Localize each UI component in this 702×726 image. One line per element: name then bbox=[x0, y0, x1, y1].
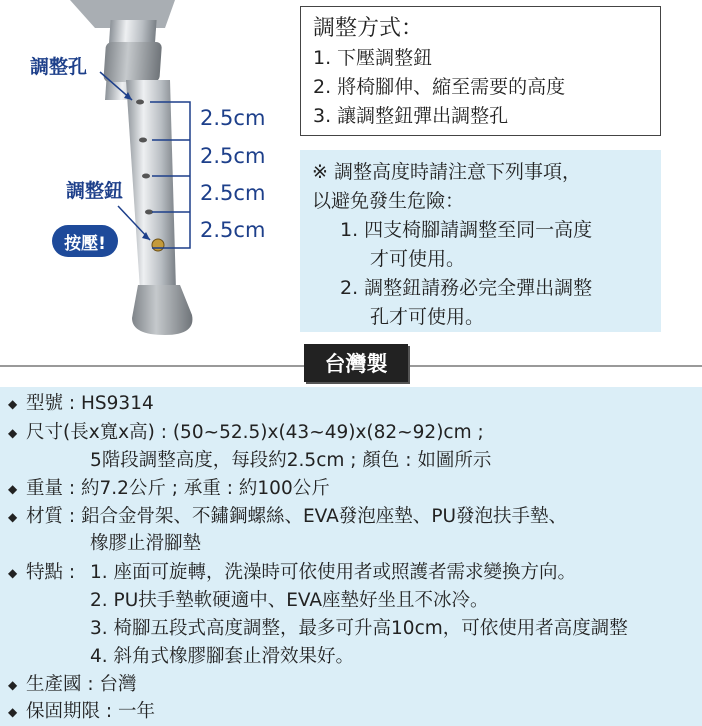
spec-feature: 4. 斜角式橡膠腳套止滑效果好。 bbox=[90, 646, 355, 667]
spec-row bbox=[8, 701, 155, 723]
hole-label: 調整孔 bbox=[30, 56, 88, 78]
adjust-step: 3. 讓調整鈕彈出調整孔 bbox=[313, 105, 509, 127]
collar bbox=[103, 42, 162, 82]
adjust-title: 調整方式： bbox=[313, 16, 424, 41]
specs-panel bbox=[0, 387, 702, 726]
spec-material: 材質 : 鋁合金骨架、不鏽鋼螺絲、EVA發泡座墊、PU發泡扶手墊、 bbox=[26, 506, 568, 527]
notice-item: 1. 四支椅腳請調整至同一高度 bbox=[340, 219, 593, 241]
adjust-step: 1. 下壓調整鈕 bbox=[313, 47, 433, 69]
bullet-icon: ◆ bbox=[8, 426, 18, 440]
bullet-icon: ◆ bbox=[8, 510, 18, 524]
adjust-method-box bbox=[300, 6, 661, 136]
notice-item-cont: 孔才可使用。 bbox=[370, 306, 485, 328]
bullet-icon: ◆ bbox=[8, 705, 18, 719]
spec-row bbox=[8, 562, 75, 584]
spec-row bbox=[8, 674, 137, 696]
spec-material-cont: 橡膠止滑腳墊 bbox=[90, 533, 202, 554]
notice-line: ※ 調整高度時請注意下列事項， bbox=[312, 161, 581, 183]
spec-feature: 1. 座面可旋轉，洗澡時可依使用者或照護者需求變換方向。 bbox=[90, 562, 577, 583]
spacing-label: 2.5cm bbox=[200, 106, 266, 130]
spec-row bbox=[8, 506, 567, 528]
spec-feature: 3. 椅腳五段式高度調整，最多可升高10cm，可依使用者高度調整 bbox=[90, 618, 628, 639]
notice-line: 以避免發生危險： bbox=[312, 190, 465, 212]
rubber-foot bbox=[132, 285, 192, 335]
spec-feature: 2. PU扶手墊軟硬適中、EVA座墊好坐且不冰冷。 bbox=[90, 590, 489, 611]
hole bbox=[136, 100, 144, 105]
hole bbox=[139, 138, 147, 143]
spacing-label: 2.5cm bbox=[200, 144, 266, 168]
spec-row bbox=[8, 478, 330, 500]
bullet-icon: ◆ bbox=[8, 678, 18, 692]
press-badge: 按壓! bbox=[52, 225, 118, 257]
button-label: 調整鈕 bbox=[66, 180, 124, 202]
spec-row bbox=[8, 393, 154, 415]
spacing-label: 2.5cm bbox=[200, 218, 266, 242]
spec-size: 尺寸(長x寬x高) : (50~52.5)x(43~49)x(82~92)cm ; bbox=[26, 422, 484, 443]
spec-warranty: 保固期限 : 一年 bbox=[26, 701, 155, 722]
spec-origin: 生產國 : 台灣 bbox=[26, 674, 137, 695]
notice-box bbox=[300, 150, 661, 332]
made-in-badge: 台灣製 bbox=[304, 344, 408, 382]
bullet-icon: ◆ bbox=[8, 397, 18, 411]
adjust-step: 2. 將椅腳伸、縮至需要的高度 bbox=[313, 76, 566, 98]
spec-weight: 重量 : 約7.2公斤 ; 承重 : 約100公斤 bbox=[26, 478, 330, 499]
bullet-icon: ◆ bbox=[8, 566, 18, 580]
notice-item-cont: 才可使用。 bbox=[370, 248, 466, 270]
leg-illustration bbox=[0, 0, 300, 360]
spec-feature-label: 特點 : bbox=[26, 562, 76, 583]
notice-item: 2. 調整鈕請務必完全彈出調整 bbox=[340, 277, 593, 299]
lower-tube bbox=[126, 80, 176, 290]
adjust-button bbox=[152, 239, 164, 251]
spec-model: 型號 : HS9314 bbox=[26, 393, 154, 414]
hole bbox=[145, 210, 153, 215]
hole bbox=[142, 174, 150, 179]
bullet-icon: ◆ bbox=[8, 482, 18, 496]
spec-row bbox=[8, 422, 484, 444]
spec-size-cont: 5階段調整高度，每段約2.5cm ; 顏色 : 如圖所示 bbox=[90, 450, 492, 471]
spacing-label: 2.5cm bbox=[200, 181, 266, 205]
